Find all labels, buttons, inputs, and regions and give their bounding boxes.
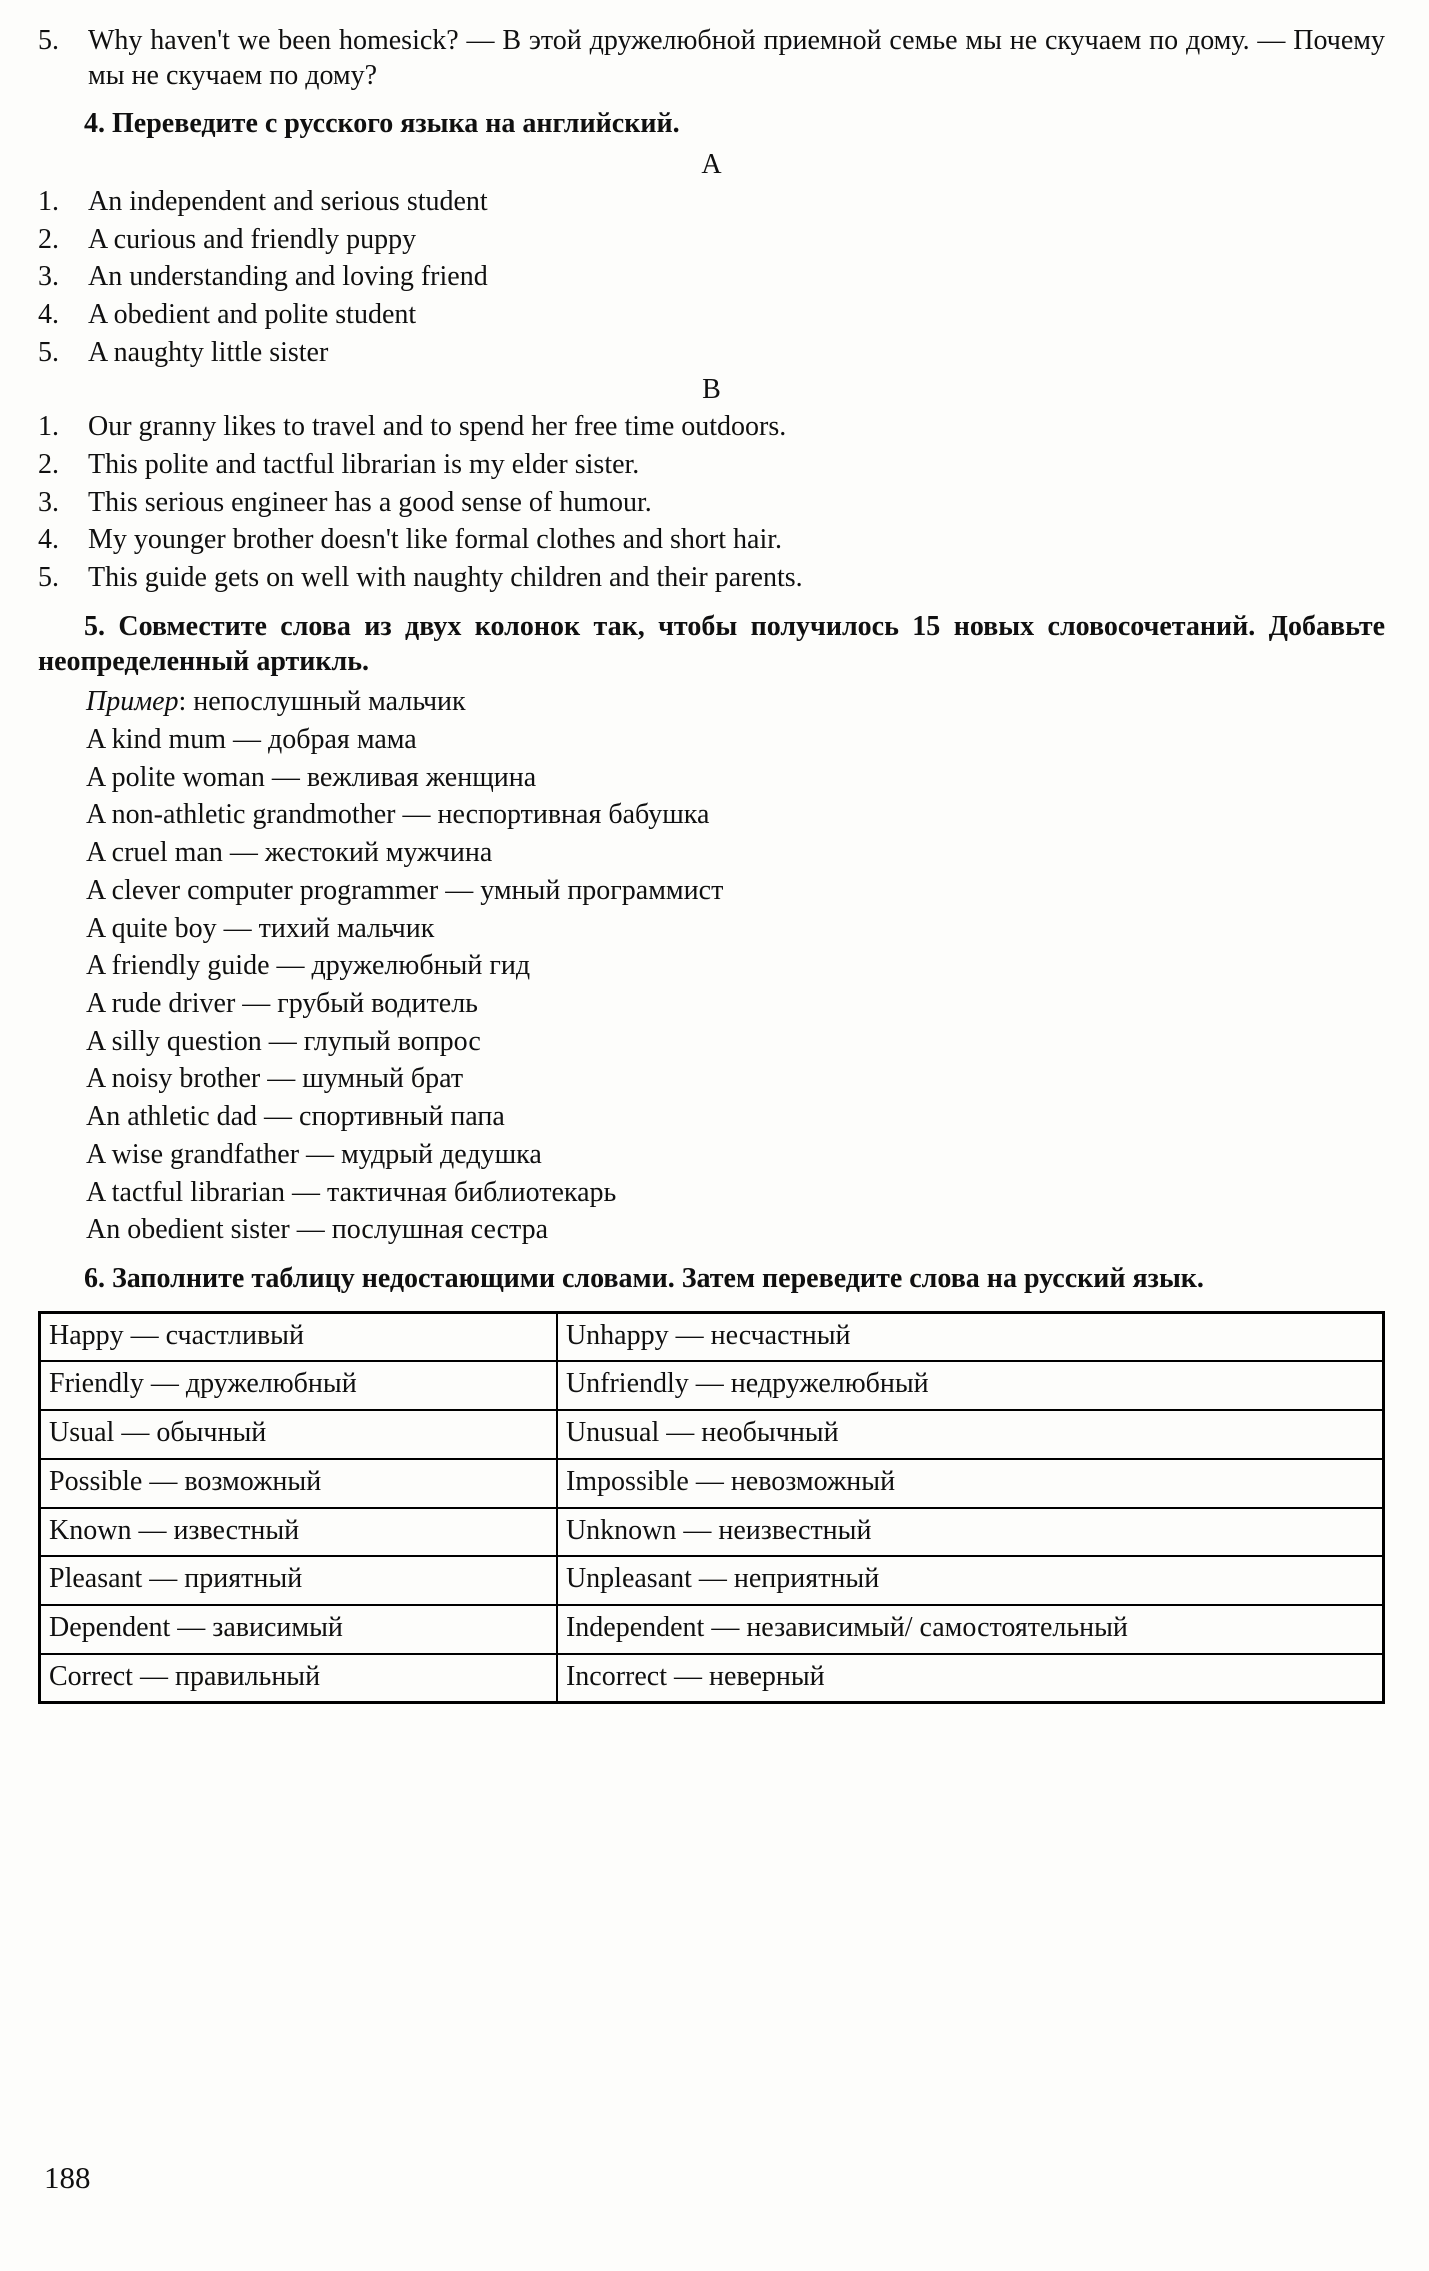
table-row xyxy=(40,1361,1384,1410)
vocab-table xyxy=(38,1311,1385,1705)
word-pair: A wise grandfather — мудрый дедушка xyxy=(86,1138,542,1170)
table-row xyxy=(40,1605,1384,1654)
table-cell-left: Usual — обычный xyxy=(40,1410,557,1459)
table-cell-right: Unfriendly — недружелюбный xyxy=(557,1361,1384,1410)
item-number: 3. xyxy=(38,261,59,293)
table-cell-right: Incorrect — неверный xyxy=(557,1654,1384,1703)
word-pair: A clever computer programmer — умный программист xyxy=(86,874,724,906)
word-pair: A friendly guide — дружелюбный гид xyxy=(86,950,531,982)
exercise-4-heading: 4. Переведите с русского языка на английский. xyxy=(84,108,680,140)
table-cell-left: Dependent — зависимый xyxy=(40,1605,557,1654)
item-text: Our granny likes to travel and to spend her free time outdoors. xyxy=(88,411,787,443)
table-row xyxy=(40,1508,1384,1557)
list-item xyxy=(38,410,1385,445)
item-text: This polite and tactful librarian is my elder sister. xyxy=(88,448,640,480)
list-item xyxy=(38,185,1385,220)
list-item xyxy=(38,523,1385,558)
word-pair: A silly question — глупый вопрос xyxy=(86,1025,481,1057)
table-row xyxy=(40,1654,1384,1703)
table-row xyxy=(40,1312,1384,1361)
item-number: 5. xyxy=(38,562,59,594)
table-cell-right: Independent — независимый/ самостоятельный xyxy=(557,1605,1384,1654)
word-pair: A non-athletic grandmother — неспортивная бабушка xyxy=(86,799,710,831)
list-item xyxy=(38,448,1385,483)
word-pair: A polite woman — вежливая женщина xyxy=(86,761,537,793)
word-pair: A quite boy — тихий мальчик xyxy=(86,912,435,944)
item-text: This serious engineer has a good sense of humour. xyxy=(88,486,652,518)
list-item xyxy=(38,298,1385,333)
item-number: 4. xyxy=(38,524,59,556)
item-number: 3. xyxy=(38,486,59,518)
item-number: 5. xyxy=(38,25,59,56)
exercise-5-heading: 5. Совместите слова из двух колонок так, чтобы получилось 15 новых словосочетаний. Добавьте неопределенный артикль. xyxy=(38,610,1385,677)
table-row xyxy=(40,1556,1384,1605)
table-cell-left: Pleasant — приятный xyxy=(40,1556,557,1605)
table-cell-right: Impossible — невозможный xyxy=(557,1459,1384,1508)
item-text: This guide gets on well with naughty children and their parents. xyxy=(88,562,803,594)
item-text: An independent and serious student xyxy=(88,185,488,217)
word-pair: An obedient sister — послушная сестра xyxy=(86,1214,548,1246)
list-item xyxy=(38,260,1385,295)
table-cell-left: Correct — правильный xyxy=(40,1654,557,1703)
item-text: My younger brother doesn't like formal clothes and short hair. xyxy=(88,524,782,556)
list-item xyxy=(38,223,1385,258)
list-item xyxy=(38,336,1385,371)
table-cell-right: Unusual — необычный xyxy=(557,1410,1384,1459)
part-a-label: А xyxy=(701,149,722,181)
item-text: A obedient and polite student xyxy=(88,299,417,331)
exercise-6-heading: 6. Заполните таблицу недостающими словами. Затем переведите слова на русский язык. xyxy=(84,1263,1204,1294)
item-text: A naughty little sister xyxy=(88,336,329,368)
item-number: 5. xyxy=(38,336,59,368)
table-cell-right: Unknown — неизвестный xyxy=(557,1508,1384,1557)
item-number: 4. xyxy=(38,299,59,331)
item-number: 2. xyxy=(38,223,59,255)
word-pair: A noisy brother — шумный брат xyxy=(86,1063,464,1095)
table-row xyxy=(40,1410,1384,1459)
page-number: 188 xyxy=(44,2159,91,2195)
item-text: An understanding and loving friend xyxy=(88,261,488,293)
word-pair: A cruel man — жестокий мужчина xyxy=(86,837,493,869)
word-pair: A kind mum — добрая мама xyxy=(86,723,417,755)
example-text: : непослушный мальчик xyxy=(178,686,466,718)
lead-list-item xyxy=(38,24,1385,93)
table-row xyxy=(40,1459,1384,1508)
part-b-label: В xyxy=(702,374,721,406)
table-cell-right: Unhappy — несчастный xyxy=(557,1312,1384,1361)
item-number: 2. xyxy=(38,448,59,480)
table-cell-left: Known — известный xyxy=(40,1508,557,1557)
table-cell-left: Possible — возможный xyxy=(40,1459,557,1508)
list-item xyxy=(38,486,1385,521)
word-pair: An athletic dad — спортивный папа xyxy=(86,1101,505,1133)
item-text: A curious and friendly puppy xyxy=(88,223,417,255)
table-cell-right: Unpleasant — неприятный xyxy=(557,1556,1384,1605)
list-item xyxy=(38,561,1385,596)
item-number: 1. xyxy=(38,185,59,217)
example-line xyxy=(38,685,1385,720)
word-pair: A tactful librarian — тактичная библиотекарь xyxy=(86,1176,617,1208)
item-text: Why haven't we been homesick? — В этой дружелюбной приемной семье мы не скучаем по дому. — Почему мы не скучаем по дому? xyxy=(88,25,1385,91)
word-pair: A rude driver — грубый водитель xyxy=(86,987,478,1019)
table-cell-left: Happy — счастливый xyxy=(40,1312,557,1361)
table-cell-left: Friendly — дружелюбный xyxy=(40,1361,557,1410)
item-number: 1. xyxy=(38,411,59,443)
example-label: Пример xyxy=(86,686,179,718)
